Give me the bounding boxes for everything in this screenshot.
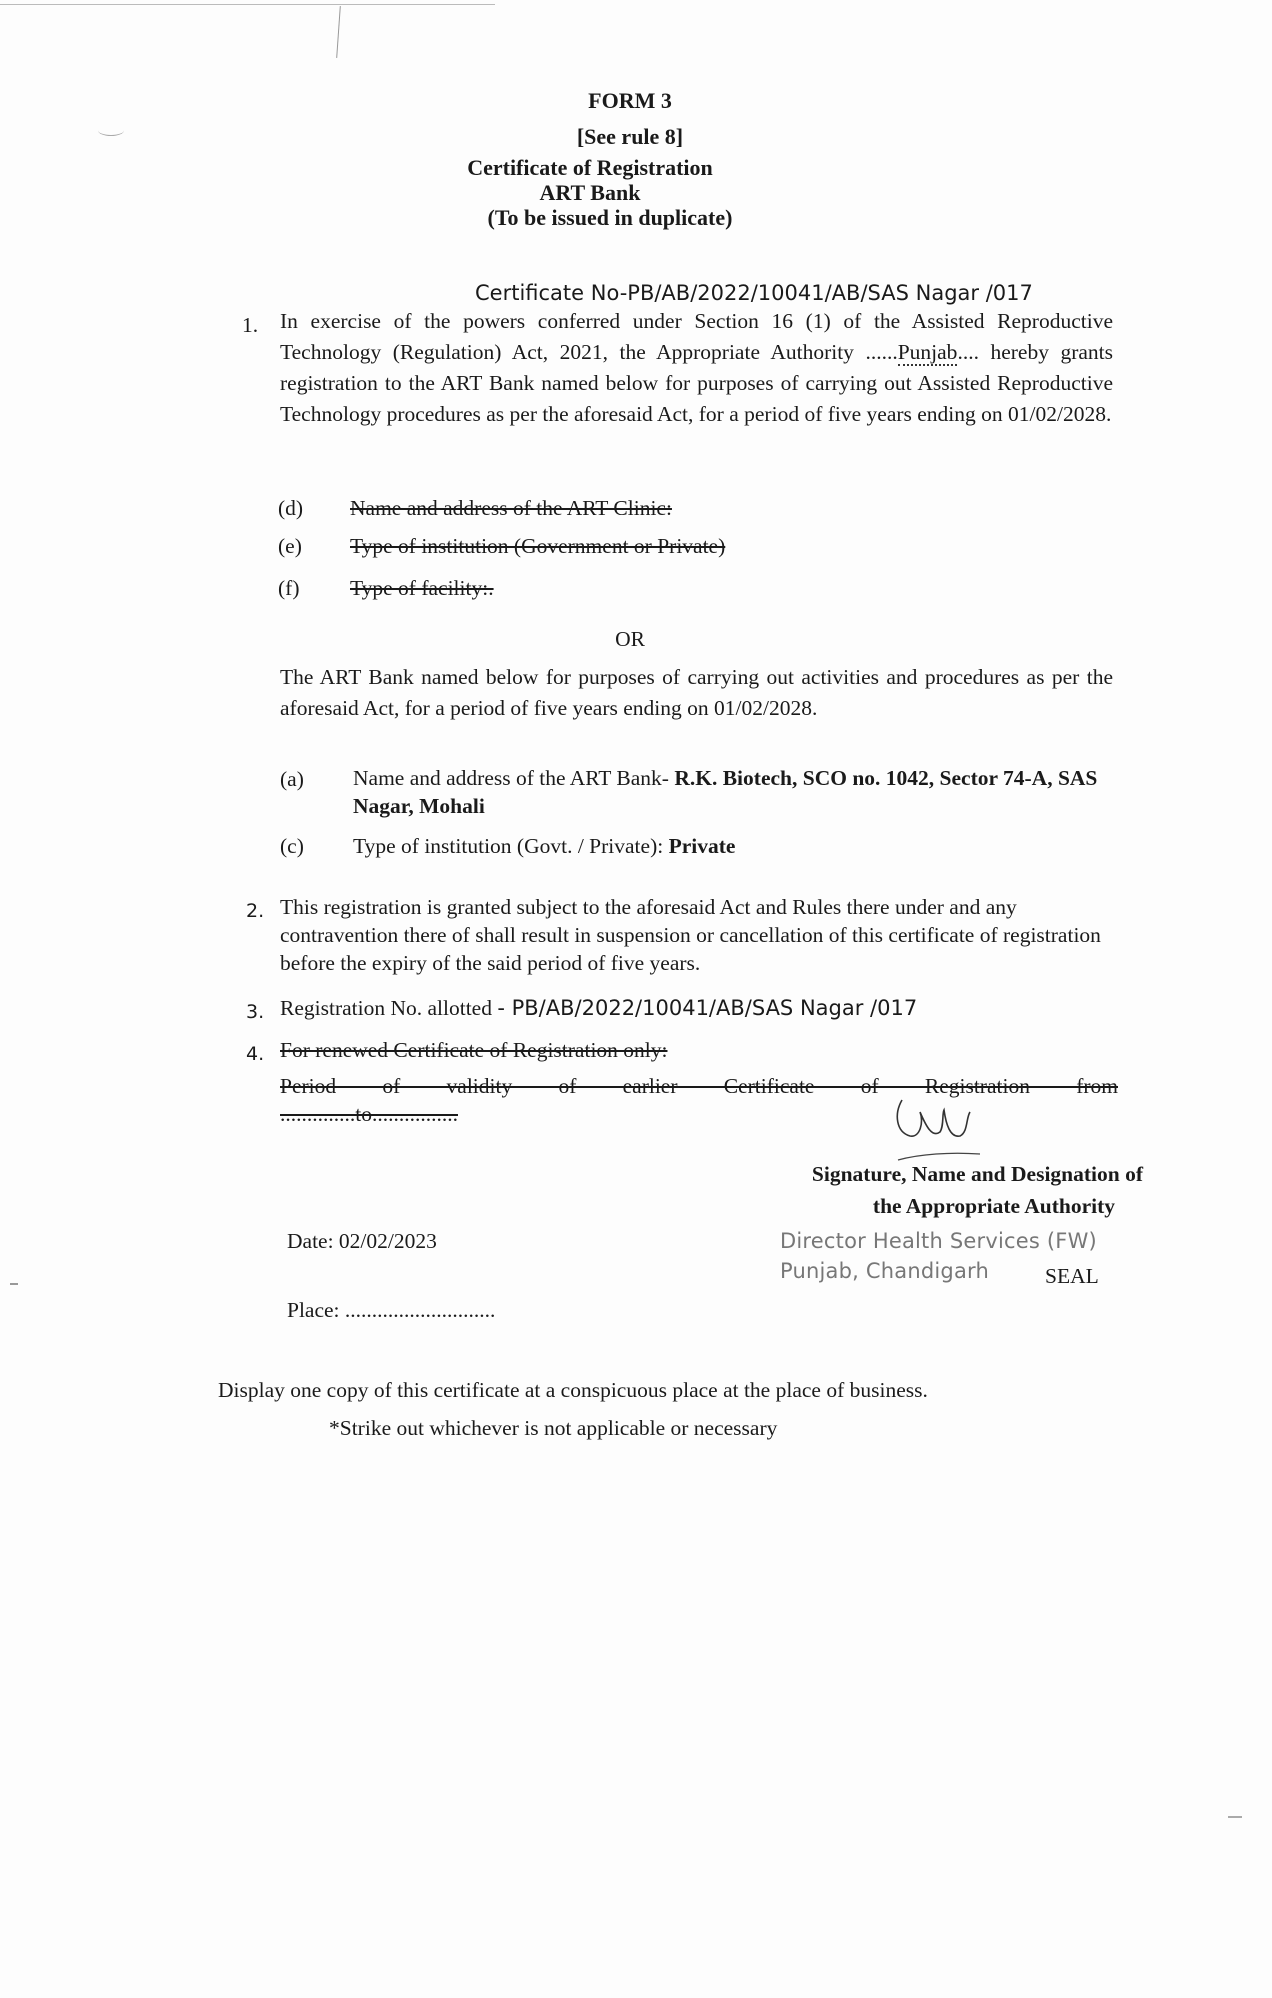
scan-mark	[336, 6, 341, 58]
display-instruction: Display one copy of this certificate at a conspicuous place at the place of business.	[218, 1378, 928, 1402]
appropriate-authority: Punjab	[897, 340, 958, 364]
item4-text: Period of validity of earlier Certificate of Registration from	[280, 1074, 1118, 1098]
item4-text2: ..............to................	[280, 1102, 458, 1126]
signature-line2: the Appropriate Authority	[872, 1194, 1115, 1218]
certificate-subtitle: ART Bank	[539, 180, 641, 205]
institution-type: Private	[668, 834, 736, 858]
registration-label: Registration No. allotted	[280, 996, 492, 1020]
sub-item-a-label: (a)	[280, 767, 304, 791]
item4-number: 4.	[246, 1043, 265, 1065]
sub-item-c-label: (c)	[280, 834, 304, 858]
scan-speck	[1228, 1816, 1242, 1818]
registration-number: - PB/AB/2022/10041/AB/SAS Nagar /017	[497, 996, 918, 1020]
handwritten-signature	[880, 1092, 990, 1172]
scan-top-line	[0, 4, 495, 5]
struck-item-d: (d) Name and address of the ART Clinic:	[278, 496, 672, 520]
or-separator: OR	[615, 627, 645, 651]
item1-number: 1.	[242, 313, 259, 337]
rule-reference: [See rule 8]	[576, 124, 684, 149]
form-number: FORM 3	[588, 88, 672, 113]
issue-place: Place: ............................	[287, 1298, 496, 1322]
art-bank-address-label: Name and address of the ART Bank-	[353, 766, 669, 790]
art-bank-address: R.K. Biotech, SCO no. 1042, Sector 74-A, SAS Nagar, Mohali	[353, 766, 1098, 818]
item2-paragraph: This registration is granted subject to the aforesaid Act and Rules there under and any contravention there of shall result in suspension or cancellation of this certificate of registration before the expiry of the said period of five years.	[280, 895, 1101, 975]
item2-number: 2.	[246, 900, 265, 922]
item3-line	[280, 993, 1110, 1024]
alternate-paragraph: The ART Bank named below for purposes of carrying out activities and procedures as per the aforesaid Act, for a period of five years ending on 01/02/2028.	[280, 665, 1113, 720]
stamp-line1: Director Health Services (FW)	[780, 1229, 1097, 1253]
sub-item-c	[353, 831, 1113, 862]
sub-item-a	[353, 764, 1133, 820]
struck-item-f: (f) Type of facility:.	[278, 576, 494, 600]
certificate-title: Certificate of Registration	[467, 155, 713, 180]
strike-out-note: *Strike out whichever is not applicable or necessary	[329, 1416, 778, 1440]
scan-speck	[10, 1283, 18, 1285]
institution-type-label: Type of institution (Govt. / Private):	[353, 834, 664, 858]
certificate-number: Certificate No-PB/AB/2022/10041/AB/SAS Nagar /017	[475, 281, 1033, 305]
signature-line1: Signature, Name and Designation of	[811, 1162, 1143, 1186]
seal-label: SEAL	[1045, 1264, 1099, 1288]
stamp-line2: Punjab, Chandigarh	[780, 1259, 989, 1283]
issue-date: Date: 02/02/2023	[287, 1229, 437, 1253]
item3-number: 3.	[246, 1001, 265, 1023]
item4-title: For renewed Certificate of Registration only:	[280, 1038, 668, 1062]
scan-speck	[98, 125, 124, 136]
item1-paragraph: In exercise of the powers conferred under Section 16 (1) of the Assisted Reproductive Technology (Regulation) Act, 2021, the Appropriate Authority ......Punjab.... hereby grants registration to the ART Bank named below for purposes of carrying out Assisted Reproductive Technology procedures as per the aforesaid Act, for a period of five years ending on 01/02/2028.	[280, 309, 1114, 426]
struck-item-e: (e) Type of institution (Government or Private)	[278, 534, 726, 558]
item1-text-b: hereby grants registration to the ART Bank named below for purposes of carrying out Assisted Reproductive Technology procedures as per the aforesaid Act, for a period of five years ending on 01/02/2028.	[280, 340, 1114, 426]
item1-text-a: In exercise of the powers conferred under Section 16 (1) of the Assisted Reproductive Technology (Regulation) Act, 2021, the Appropriate Authority ......	[280, 309, 1113, 364]
duplicate-note: (To be issued in duplicate)	[487, 205, 733, 230]
